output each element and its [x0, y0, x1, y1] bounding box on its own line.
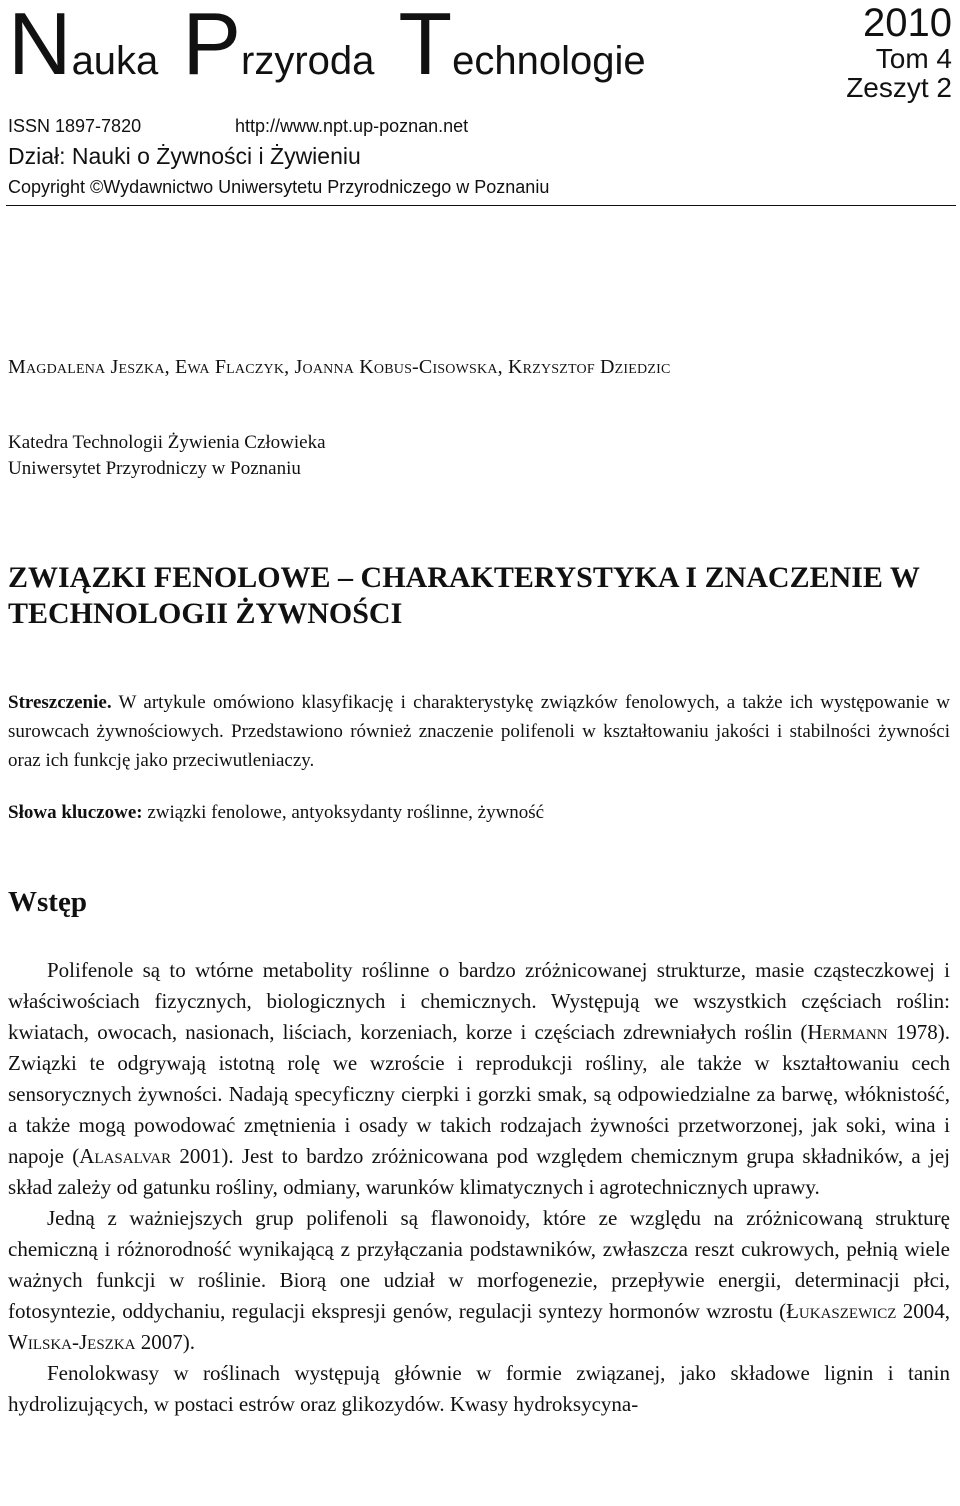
citation: Hermann	[807, 1020, 888, 1044]
volume-info	[846, 2, 952, 103]
citation: Alasalvar	[79, 1144, 172, 1168]
section-heading: Wstęp	[8, 886, 87, 918]
abstract	[8, 688, 950, 775]
body-paragraph: Polifenole są to wtórne metabolity roślinne o bardzo zróżnicowanej strukturze, masie cząsteczkowej i właściwościach fizycznych, biologicznych i chemicznych. Występują we wszystkich częściach roślin: kwiatach, owocach, nasionach, liściach, korzeniach, korze i częściach zdrewniałych roślin (Hermann 1978). Związki te odgrywają istotną rolę we wzroście i reprodukcji rośliny, ale także w kształtowaniu cech sensorycznych żywności. Nadają specyficzny cierpki i gorzki smak, są odpowiedzialne za barwę, włóknistość, a także mogą powodować zmętnienia i osady w takich rodzajach żywności przetworzonej, jak soki, wina i napoje (Alasalvar 2001). Jest to bardzo zróżnicowana pod względem chemicznym grupa składników, a jej skład zależy od gatunku rośliny, odmiany, warunków klimatycznych i agrotechnicznych uprawy.	[8, 958, 951, 1199]
abstract-label: Streszczenie.	[8, 692, 112, 713]
issn: ISSN 1897-7820	[8, 116, 142, 136]
keywords-label: Słowa kluczowe:	[8, 802, 143, 823]
article-title: ZWIĄZKI FENOLOWE – CHARAKTERYSTYKA I ZNACZENIE W TECHNOLOGII ŻYWNOŚCI	[8, 561, 920, 630]
volume-number: Tom 4	[875, 43, 952, 74]
issue-number: Zeszyt 2	[846, 72, 952, 104]
abstract-text: W artykule omówiono klasyfikację i charakterystykę związków fenolowych, a także ich występowanie w surowcach żywnościowych. Przedstawiono również znaczenie polifenoli w kształtowaniu jakości i stabilności żywności oraz ich funkcję jako przeciwutleniaczy.	[8, 692, 950, 771]
citation: Łukaszewicz	[786, 1299, 897, 1323]
journal-title	[8, 0, 670, 93]
header-divider	[6, 205, 956, 206]
keywords-text: związki fenolowe, antyoksydanty roślinne, żywność	[147, 802, 545, 823]
journal-title-word-2: Przyroda	[182, 0, 375, 93]
affiliation-university: Uniwersytet Przyrodniczy w Poznaniu	[8, 458, 301, 480]
body-paragraph: Fenolokwasy w roślinach występują głównie w formie związanej, jako składowe lignin i tanin hydrolizujących, w postaci estrów oraz glikozydów. Kwasy hydroksycyna-	[8, 1361, 950, 1416]
journal-meta	[8, 116, 469, 137]
body-paragraph: Jedną z ważniejszych grup polifenoli są flawonoidy, które ze względu na zróżnicowaną strukturę chemiczną i różnorodność wynikającą z przyłączania podstawników, zwłaszcza reszt cukrowych, pełnią wiele ważnych funkcji w roślinie. Biorą one udział w morfogenezie, przepływie energii, determinacji płci, fotosyntezie, oddychaniu, regulacji ekspresji genów, regulacji syntezy hormonów wzrostu (Łukaszewicz 2004, Wilska-Jeszka 2007).	[8, 1206, 950, 1354]
journal-section: Dział: Nauki o Żywności i Żywieniu	[8, 143, 361, 169]
affiliation-department: Katedra Technologii Żywienia Człowieka	[8, 432, 326, 453]
author-affiliation	[8, 430, 326, 482]
article-body	[8, 955, 950, 1420]
article-authors: Magdalena Jeszka, Ewa Flaczyk, Joanna Kobus-Cisowska, Krzysztof Dziedzic	[8, 356, 671, 378]
citation: Wilska-Jeszka	[8, 1330, 136, 1354]
journal-title-word-1: Nauka	[8, 0, 159, 93]
journal-url-link[interactable]: http://www.npt.up-poznan.net	[235, 116, 469, 136]
copyright-notice: Copyright ©Wydawnictwo Uniwersytetu Przyrodniczego w Poznaniu	[8, 177, 550, 197]
journal-title-word-3: Technologie	[398, 0, 646, 93]
keywords	[8, 798, 950, 827]
volume-year: 2010	[863, 1, 952, 45]
